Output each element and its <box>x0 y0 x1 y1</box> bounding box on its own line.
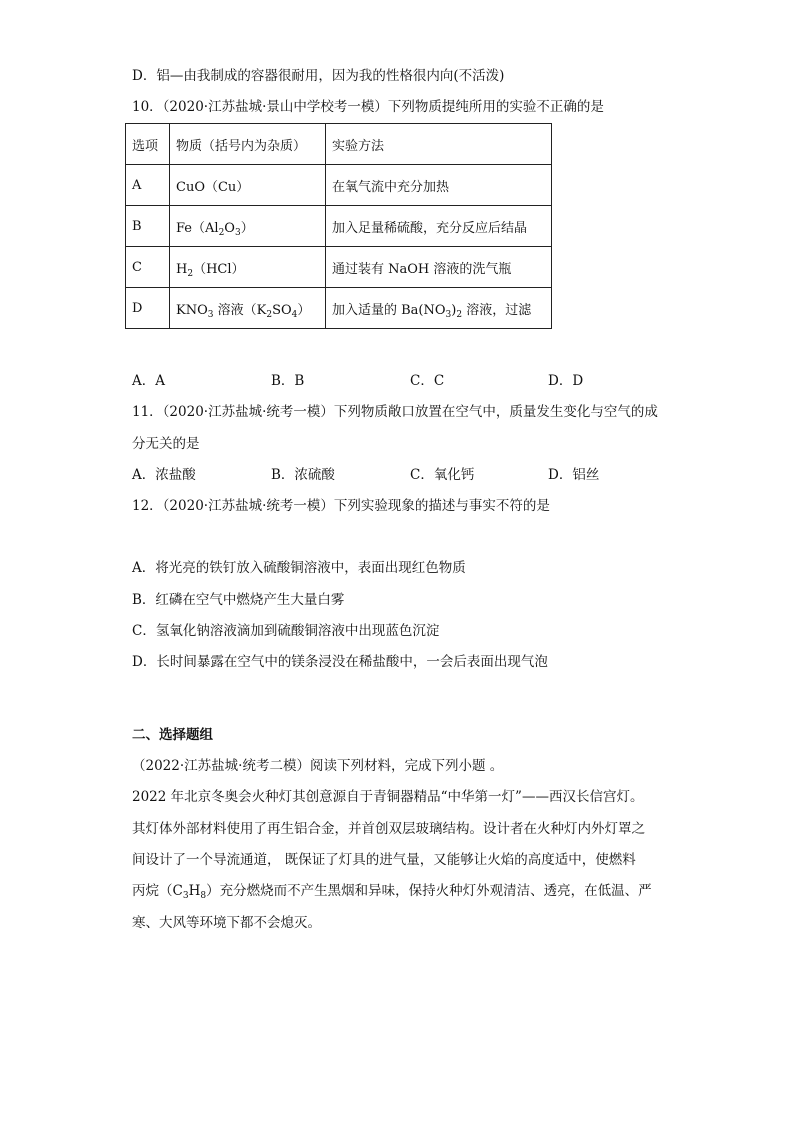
table-row <box>126 165 552 206</box>
cell-option: A <box>126 165 170 206</box>
cell-method: 在氧气流中充分加热 <box>326 165 552 206</box>
choice-a[interactable]: A．A <box>132 373 165 389</box>
passage-line: 其灯体外部材料使用了再生铝合金，并首创双层玻璃结构。设计者在火种灯内外灯罩之 <box>132 821 645 837</box>
table-row <box>126 288 552 329</box>
cell-option: C <box>126 247 170 288</box>
header-option: 选项 <box>126 124 170 165</box>
choice-d[interactable]: D．D <box>548 373 584 389</box>
q11-choices <box>132 465 692 485</box>
passage-line: 间设计了一个导流通道， 既保证了灯具的进气量，又能够让火焰的高度适中，使燃料 <box>132 852 636 868</box>
table-header-row <box>126 124 552 165</box>
cell-substance: $Fe(Al_2O_3)$ <box>170 206 326 247</box>
q10-table <box>125 123 552 329</box>
passage-line: 寒、大风等环境下都不会熄灭。 <box>132 915 321 931</box>
cell-substance: $H_2(HCl)$ <box>170 247 326 288</box>
table-row <box>126 206 552 247</box>
section-heading: 二、选择题组 <box>132 727 213 743</box>
choice-c[interactable]: C．氧化钙 <box>410 467 475 483</box>
section-intro: （2022·江苏盐城·统考二模）阅读下列材料，完成下列小题 。 <box>132 758 504 774</box>
choice-c[interactable]: C．C <box>410 373 445 389</box>
cell-option: B <box>126 206 170 247</box>
choice-b[interactable]: B．B <box>271 373 305 389</box>
cell-substance: $KNO_3$ 溶液$(K_2SO_4)$ <box>170 288 326 329</box>
cell-method: 通过装有 NaOH 溶液的洗气瓶 <box>326 247 552 288</box>
q11-stem-line2: 分无关的是 <box>132 436 200 452</box>
q11-stem-line1: 11．（2020·江苏盐城·统考一模）下列物质敞口放置在空气中，质量发生变化与空气的成 <box>132 404 658 420</box>
q9-option-d: D．铝—由我制成的容器很耐用，因为我的性格很内向(不活泼) <box>132 68 505 84</box>
cell-method: 加入足量稀硫酸，充分反应后结晶 <box>326 206 552 247</box>
q12-option-d[interactable]: D．长时间暴露在空气中的镁条浸没在稀盐酸中，一会后表面出现气泡 <box>132 654 548 670</box>
q12-option-a[interactable]: A．将光亮的铁钉放入硫酸铜溶液中，表面出现红色物质 <box>132 560 466 576</box>
passage-line: 丙烷$(C_3H_8)$充分燃烧而不产生黑烟和异味，保持火种灯外观清洁、透亮，在低温、严 <box>132 883 652 901</box>
q12-stem: 12．（2020·江苏盐城·统考一模）下列实验现象的描述与事实不符的是 <box>132 498 550 514</box>
q10-stem: 10．（2020·江苏盐城·景山中学校考一模）下列物质提纯所用的实验不正确的是 <box>132 99 604 115</box>
q12-option-b[interactable]: B．红磷在空气中燃烧产生大量白雾 <box>132 592 345 608</box>
q10-choices <box>132 371 692 391</box>
cell-method: 加入适量的 $Ba(NO_3)_2$ 溶液，过滤 <box>326 288 552 329</box>
table-row <box>126 247 552 288</box>
q12-option-c[interactable]: C．氢氧化钠溶液滴加到硫酸铜溶液中出现蓝色沉淀 <box>132 623 440 639</box>
cell-option: D <box>126 288 170 329</box>
header-substance: 物质（括号内为杂质） <box>170 124 326 165</box>
choice-d[interactable]: D．铝丝 <box>548 467 600 483</box>
choice-a[interactable]: A．浓盐酸 <box>132 467 196 483</box>
passage-line: 2022 年北京冬奥会火种灯其创意源自于青铜器精品“中华第一灯”——西汉长信宫灯。 <box>132 789 644 805</box>
cell-substance: CuO（Cu） <box>170 165 326 206</box>
choice-b[interactable]: B．浓硫酸 <box>271 467 335 483</box>
header-method: 实验方法 <box>326 124 552 165</box>
